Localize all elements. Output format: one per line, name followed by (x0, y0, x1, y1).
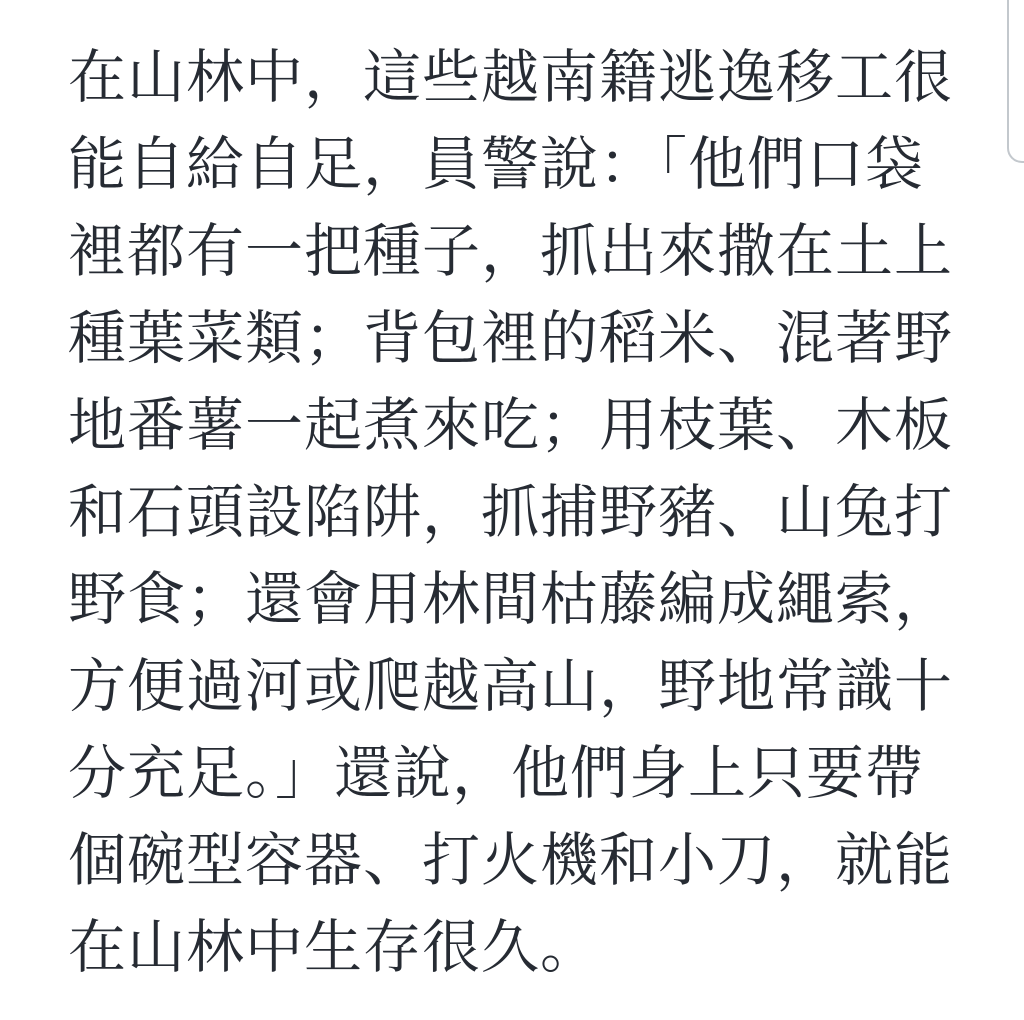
text-line: 和石頭設陷阱，抓捕野豬、山兔打 (68, 480, 954, 545)
text-line: 地番薯一起煮來吃；用枝葉、木板 (68, 393, 954, 458)
text-line: 在山林中，這些越南籍逃逸移工很 (68, 45, 954, 110)
text-line: 分充足。」還說，他們身上只要帶 (68, 741, 925, 806)
text-line: 種葉菜類；背包裡的稻米、混著野 (68, 306, 954, 371)
text-line: 在山林中生存很久。 (68, 915, 600, 980)
article-text-block (68, 34, 973, 991)
text-line: 個碗型容器、打火機和小刀，就能 (68, 828, 954, 893)
scrollbar-thumb[interactable] (1007, 0, 1024, 163)
text-line: 野食；還會用林間枯藤編成繩索， (68, 567, 954, 632)
text-line: 能自給自足，員警說：「他們口袋 (68, 132, 925, 197)
text-line: 裡都有一把種子，抓出來撒在土上 (68, 219, 954, 284)
text-line: 方便過河或爬越高山，野地常識十 (68, 654, 954, 719)
